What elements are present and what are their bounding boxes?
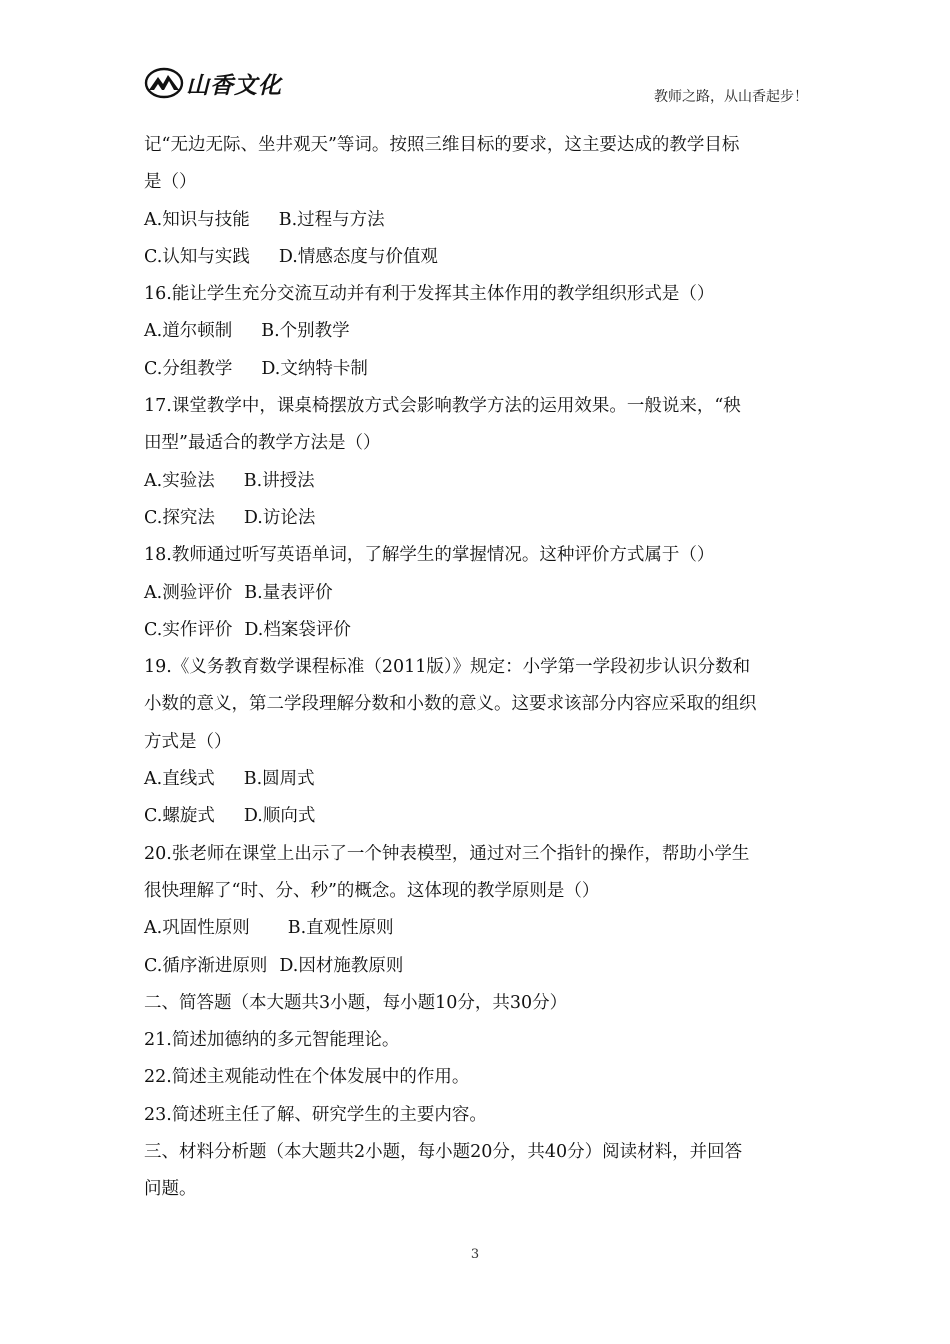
option-d: D.访论法: [243, 507, 316, 528]
question-20-options-cd: [144, 948, 810, 985]
question-20-line-2: 很快理解了“时、分、秒”的概念。这体现的教学原则是（）: [144, 880, 600, 901]
option-c: C.循序渐进原则: [144, 955, 268, 976]
option-c: C.实作评价: [144, 619, 233, 640]
option-a: A.实验法: [144, 470, 215, 491]
question-20-line-1: 20.张老师在课堂上出示了一个钟表模型，通过对三个指针的操作，帮助小学生: [144, 843, 750, 864]
option-d: D.档案袋评价: [244, 619, 351, 640]
option-d: D.文纳特卡制: [261, 358, 368, 379]
logo-text: 山香文化: [186, 72, 282, 99]
question-18-options-ab: [144, 575, 810, 612]
option-a: A.知识与技能: [144, 209, 250, 230]
question-23: 23.简述班主任了解、研究学生的主要内容。: [144, 1104, 487, 1125]
question-15-options-ab: [144, 202, 810, 239]
document-body: [144, 127, 810, 1209]
option-a: A.直线式: [144, 769, 215, 790]
question-15-options-cd: [144, 239, 810, 276]
section-2-heading: 二、简答题（本大题共3小题，每小题10分，共30分）: [144, 992, 568, 1013]
option-c: C.分组教学: [144, 358, 233, 379]
question-18-stem: 18.教师通过听写英语单词，了解学生的掌握情况。这种评价方式属于（）: [144, 545, 715, 566]
option-d: D.顺向式: [243, 806, 316, 827]
option-c: C.螺旋式: [144, 806, 215, 827]
section-3-heading-line-2: 问题。: [144, 1179, 197, 1200]
option-d: D.因材施教原则: [279, 955, 404, 976]
question-15-line-2: 是（）: [144, 172, 197, 193]
question-19-line-2: 小数的意义，第二学段理解分数和小数的意义。这要求该部分内容应采取的组织: [144, 694, 757, 715]
option-b: B.圆周式: [243, 769, 315, 790]
question-17-line-2: 田型”最适合的教学方法是（）: [144, 433, 381, 454]
section-3-heading-line-1: 三、材料分析题（本大题共2小题，每小题20分，共40分）阅读材料，并回答: [144, 1142, 743, 1163]
option-b: B.直观性原则: [287, 918, 394, 939]
question-19-options-cd: [144, 798, 810, 835]
question-18-options-cd: [144, 612, 810, 649]
logo: [144, 64, 282, 102]
question-15-line-1: 记“无边无际、坐井观天”等词。按照三维目标的要求，这主要达成的教学目标: [144, 135, 740, 155]
question-21: 21.简述加德纳的多元智能理论。: [144, 1030, 400, 1051]
option-b: B.量表评价: [244, 582, 333, 603]
option-d: D.情感态度与价值观: [278, 246, 438, 267]
question-19-options-ab: [144, 761, 810, 798]
option-a: A.道尔顿制: [144, 321, 233, 342]
option-b: B.个别教学: [261, 321, 350, 342]
option-b: B.过程与方法: [278, 209, 385, 230]
question-16-options-ab: [144, 313, 810, 350]
question-17-options-cd: [144, 500, 810, 537]
question-17-line-1: 17.课堂教学中，课桌椅摆放方式会影响教学方法的运用效果。一般说来，“秧: [144, 396, 741, 417]
header-slogan: 教师之路，从山香起步！: [654, 89, 808, 105]
mountain-logo-icon: [144, 66, 184, 100]
question-16-stem: 16.能让学生充分交流互动并有利于发挥其主体作用的教学组织形式是（）: [144, 284, 715, 305]
option-b: B.讲授法: [243, 470, 315, 491]
question-16-options-cd: [144, 351, 810, 388]
option-a: A.测验评价: [144, 582, 233, 603]
option-a: A.巩固性原则: [144, 918, 250, 939]
page-header: [144, 62, 810, 110]
option-c: C.探究法: [144, 507, 215, 528]
page-number: 3: [470, 1247, 480, 1262]
question-22: 22.简述主观能动性在个体发展中的作用。: [144, 1067, 470, 1088]
question-19-line-1: 19.《义务教育数学课程标准（2011版）》规定：小学第一学段初步认识分数和: [144, 657, 751, 678]
question-20-options-ab: [144, 910, 810, 947]
question-19-line-3: 方式是（）: [144, 731, 232, 752]
option-c: C.认知与实践: [144, 246, 250, 267]
question-17-options-ab: [144, 463, 810, 500]
